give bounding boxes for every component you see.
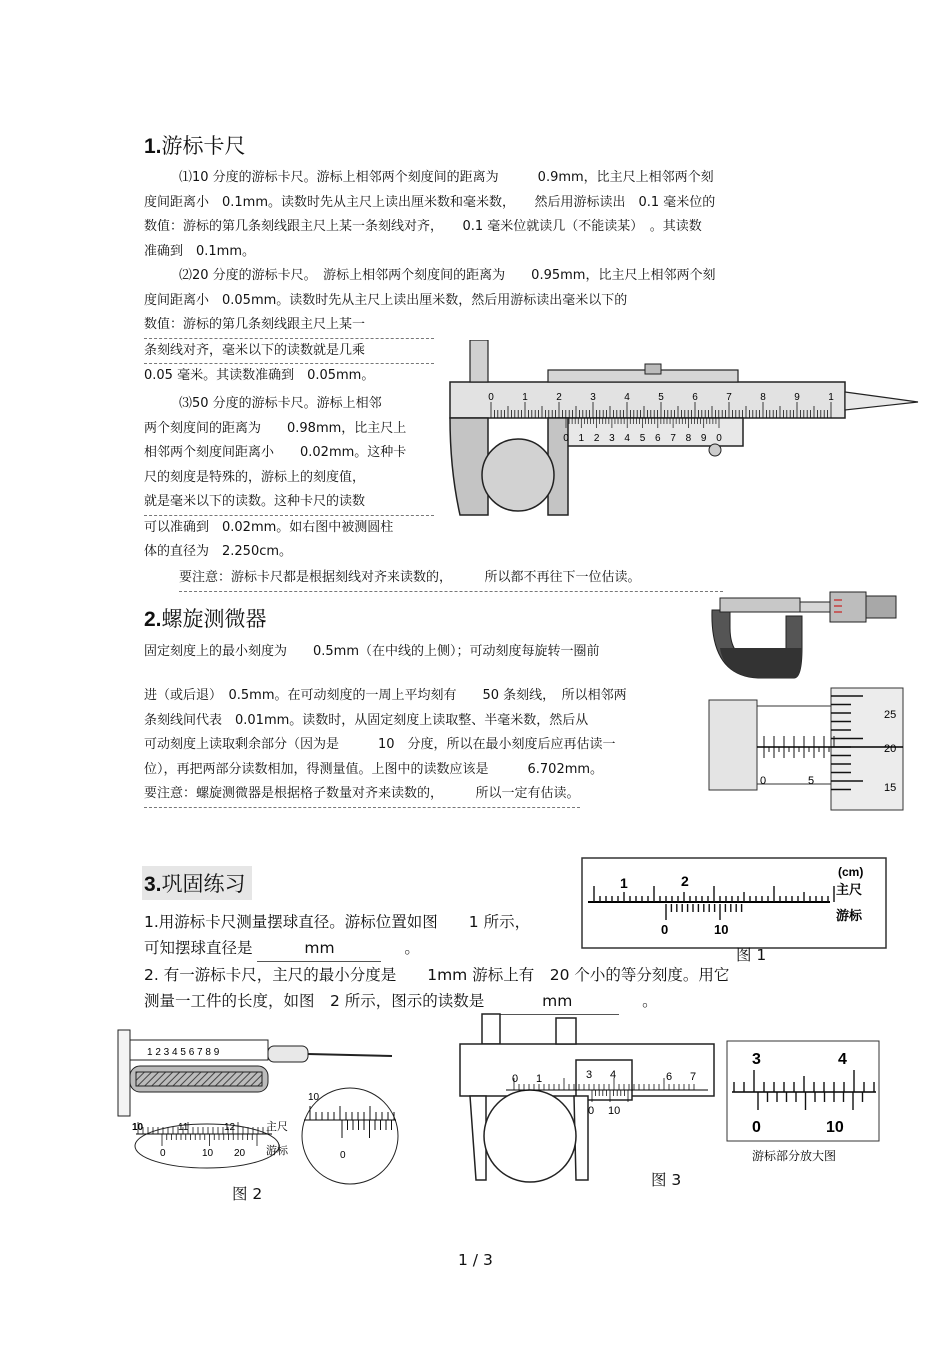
q1-line-1: 1.用游标卡尺测量摆球直径。游标位置如图 1 所示， [144, 913, 531, 931]
micrometer-line-5: 位），再把两部分读数相加，得测量值。上图中的读数应该是 6.702mm。 [144, 761, 604, 777]
q2-line-1: 2. 有一游标卡尺，主尺的最小分度是 1mm 游标上有 20 个小的等分刻度。用它 [144, 966, 730, 984]
vernier-scale-number: 5 [639, 433, 646, 444]
q2-period: 。 [642, 992, 658, 1010]
p2-line-2: 度间距离小 0.05mm。读数时先从主尺上读出厘米数，然后用游标读出毫米以下的 [144, 292, 628, 308]
paragraph-50-division [144, 392, 434, 565]
figure-1-caption: 图 1 [736, 946, 767, 964]
fig3-zoom-main-4: 4 [838, 1051, 847, 1068]
main-scale-number: 3 [590, 392, 596, 403]
q1-answer-blank[interactable]: mm [257, 935, 381, 962]
fig3-zoom-vern-0: 0 [752, 1119, 761, 1136]
sleeve-label-5: 5 [808, 775, 815, 787]
vernier-scale-number: 8 [685, 433, 692, 444]
fig3-zoom-vern-10: 10 [826, 1119, 844, 1136]
thimble-label-25: 25 [884, 709, 897, 721]
fig2-mid-11: 11 [178, 1122, 189, 1133]
section-2-title: 螺旋测微器 [161, 607, 267, 631]
p2-line-5: 0.05 毫米。其读数准确到 0.05mm。 [144, 368, 375, 383]
p1-line-1: ⑴10 分度的游标卡尺。游标上相邻两个刻度间的距离为 0.9mm，比主尺上相邻两个刻 [179, 170, 714, 185]
fig3-zoom-caption: 游标部分放大图 [752, 1149, 837, 1163]
fig1-vern-num-10: 10 [714, 922, 729, 937]
p2-line-3: 数值：游标的第几条刻线跟主尺上某一 [144, 313, 434, 339]
p3-line-5: 就是毫米以下的读数。这种卡尺的读数 [144, 490, 434, 516]
micrometer-line-4: 可动刻度上读取剩余部分（因为是 10 分度，所以在最小刻度后应再估读一 [144, 737, 616, 752]
p2-line-1: ⑵20 分度的游标卡尺。 游标上相邻两个刻度间的距离为 0.95mm，比主尺上相邻两个刻 [179, 268, 716, 283]
p3-line-4: 尺的刻度是特殊的，游标上的刻度值， [144, 469, 366, 485]
vernier-scale-number: 1 [578, 433, 585, 444]
fig1-main-num-2: 2 [681, 873, 689, 889]
sleeve-label-0: 0 [760, 775, 767, 787]
section-3-number: 3. [144, 873, 162, 896]
q2-answer-blank[interactable]: mm [495, 988, 619, 1015]
micrometer-line-2: 进（或后退） 0.5mm。在可动刻度的一周上平均刻有 50 条刻线， 所以相邻两 [144, 688, 627, 703]
p3-line-2: 两个刻度间的距离为 0.98mm，比主尺上 [144, 420, 407, 436]
main-scale-number: 1 [828, 392, 834, 403]
fig2-mid-10: 10 [132, 1122, 144, 1133]
page-number: 1 / 3 [458, 1251, 493, 1269]
fig3-main-1: 1 [536, 1073, 543, 1085]
fig3-main-4: 4 [610, 1069, 617, 1081]
vernier-scale-number: 0 [563, 433, 569, 444]
figure-2 [112, 1026, 402, 1188]
fig1-main-label: 主尺 [836, 882, 863, 897]
fig2-main-label: 主尺 [266, 1121, 288, 1133]
fig2-mid-12: 12 [224, 1122, 236, 1133]
p3-line-6: 可以准确到 0.02mm。如右图中被测圆柱 [144, 519, 394, 535]
fig2-zoom-0: 0 [340, 1150, 346, 1161]
figure-3-caption: 图 3 [651, 1171, 682, 1189]
vernier-scale-number: 3 [609, 433, 615, 444]
p3-line-7: 体的直径为 2.250cm。 [144, 544, 293, 559]
fig3-zoom-main-3: 3 [752, 1051, 761, 1068]
p3-line-3: 相邻两个刻度间距离小 0.02mm。这种卡 [144, 445, 407, 460]
q1-period: 。 [404, 939, 420, 957]
figure-3-zoom [726, 1040, 882, 1170]
vernier-scale-number: 6 [655, 433, 661, 444]
main-scale-number: 5 [658, 392, 664, 403]
main-scale-number: 9 [794, 392, 800, 403]
main-scale-number: 4 [624, 392, 630, 403]
vernier-scale-number: 9 [700, 433, 707, 444]
p1-line-4: 准确到 0.1mm。 [144, 243, 256, 259]
section-3-title: 巩固练习 [161, 872, 246, 896]
figure-1 [580, 856, 890, 952]
fig2-zoom-10: 10 [308, 1092, 320, 1103]
main-scale-number: 0 [488, 392, 494, 403]
fig2-low-0: 0 [160, 1148, 166, 1159]
micrometer-figure [706, 588, 902, 684]
fig1-vern-num-0: 0 [661, 922, 669, 937]
fig2-low-10: 10 [202, 1148, 214, 1159]
figure-2-caption: 图 2 [232, 1185, 263, 1203]
section-2-heading [144, 603, 267, 633]
figure-3 [456, 1010, 718, 1188]
main-scale-number: 1 [522, 392, 528, 403]
micrometer-paragraph [144, 684, 627, 808]
thimble-label-20: 20 [884, 743, 897, 755]
fig3-vern-0: 0 [588, 1105, 595, 1117]
vernier-scale-number: 4 [624, 433, 630, 444]
micrometer-line-3: 条刻线间代表 0.01mm。读数时，从固定刻度上读取整、半毫米数，然后从 [144, 712, 589, 728]
fig3-main-3: 3 [586, 1069, 593, 1081]
p2-line-4: 条刻线对齐，毫米以下的读数就是几乘 [144, 339, 434, 365]
vernier-scale-number: 7 [670, 433, 676, 444]
p1-line-2: 度间距离小 0.1mm。读数时先从主尺上读出厘米数和毫米数， 然后用游标读出 0.1 毫米位的 [144, 194, 716, 210]
micrometer-scale-figure [708, 686, 904, 812]
q2-text: 测量一工件的长度，如图 2 所示，图示的读数是 [144, 992, 485, 1010]
fig3-main-0: 0 [512, 1073, 519, 1085]
section-3-heading [142, 866, 252, 900]
main-scale-number: 2 [556, 392, 562, 403]
fig1-vernier-label: 游标 [836, 908, 863, 923]
micrometer-note: 要注意：螺旋测微器是根据格子数量对齐来读数的， 所以一定有估读。 [144, 782, 580, 808]
fig3-vern-10: 10 [608, 1105, 621, 1117]
fig1-unit: (cm) [838, 865, 864, 879]
section-1-heading [144, 130, 246, 160]
main-scale-number: 6 [692, 392, 698, 403]
main-scale-number: 8 [760, 392, 766, 403]
p1-line-3: 数值：游标的第几条刻线跟主尺上某一条刻线对齐， 0.1 毫米位就读几（不能读某） 。其读数 [144, 219, 702, 234]
fig3-main-6: 6 [666, 1071, 673, 1083]
fig2-vernier-label: 游标 [266, 1145, 288, 1157]
main-scale-number: 7 [726, 392, 732, 403]
vernier-scale-number: 2 [593, 433, 600, 444]
section-1-title: 游标卡尺 [161, 134, 246, 158]
fig3-main-7: 7 [690, 1071, 697, 1083]
section-1-note: 要注意：游标卡尺都是根据刻线对齐来读数的， 所以都不再往下一位估读。 [179, 566, 723, 592]
paragraph-10-division [144, 166, 715, 264]
section-2-number: 2. [144, 608, 162, 631]
q1-text: 可知摆球直径是 [144, 939, 253, 957]
micrometer-line-1: 固定刻度上的最小刻度为 0.5mm（在中线的上侧）；可动刻度每旋转一圈前 [144, 644, 600, 659]
vernier-scale-number: 0 [716, 433, 722, 444]
thimble-label-15: 15 [884, 782, 897, 794]
p3-line-1: ⑶50 分度的游标卡尺。游标上相邻 [179, 396, 382, 411]
fig1-main-num-1: 1 [620, 875, 628, 891]
fig2-low-20: 20 [234, 1148, 246, 1159]
fig2-top-nums: 1 2 3 4 5 6 7 8 9 [147, 1047, 220, 1058]
section-1-number: 1. [144, 135, 162, 158]
vernier-caliper-figure [440, 340, 920, 520]
